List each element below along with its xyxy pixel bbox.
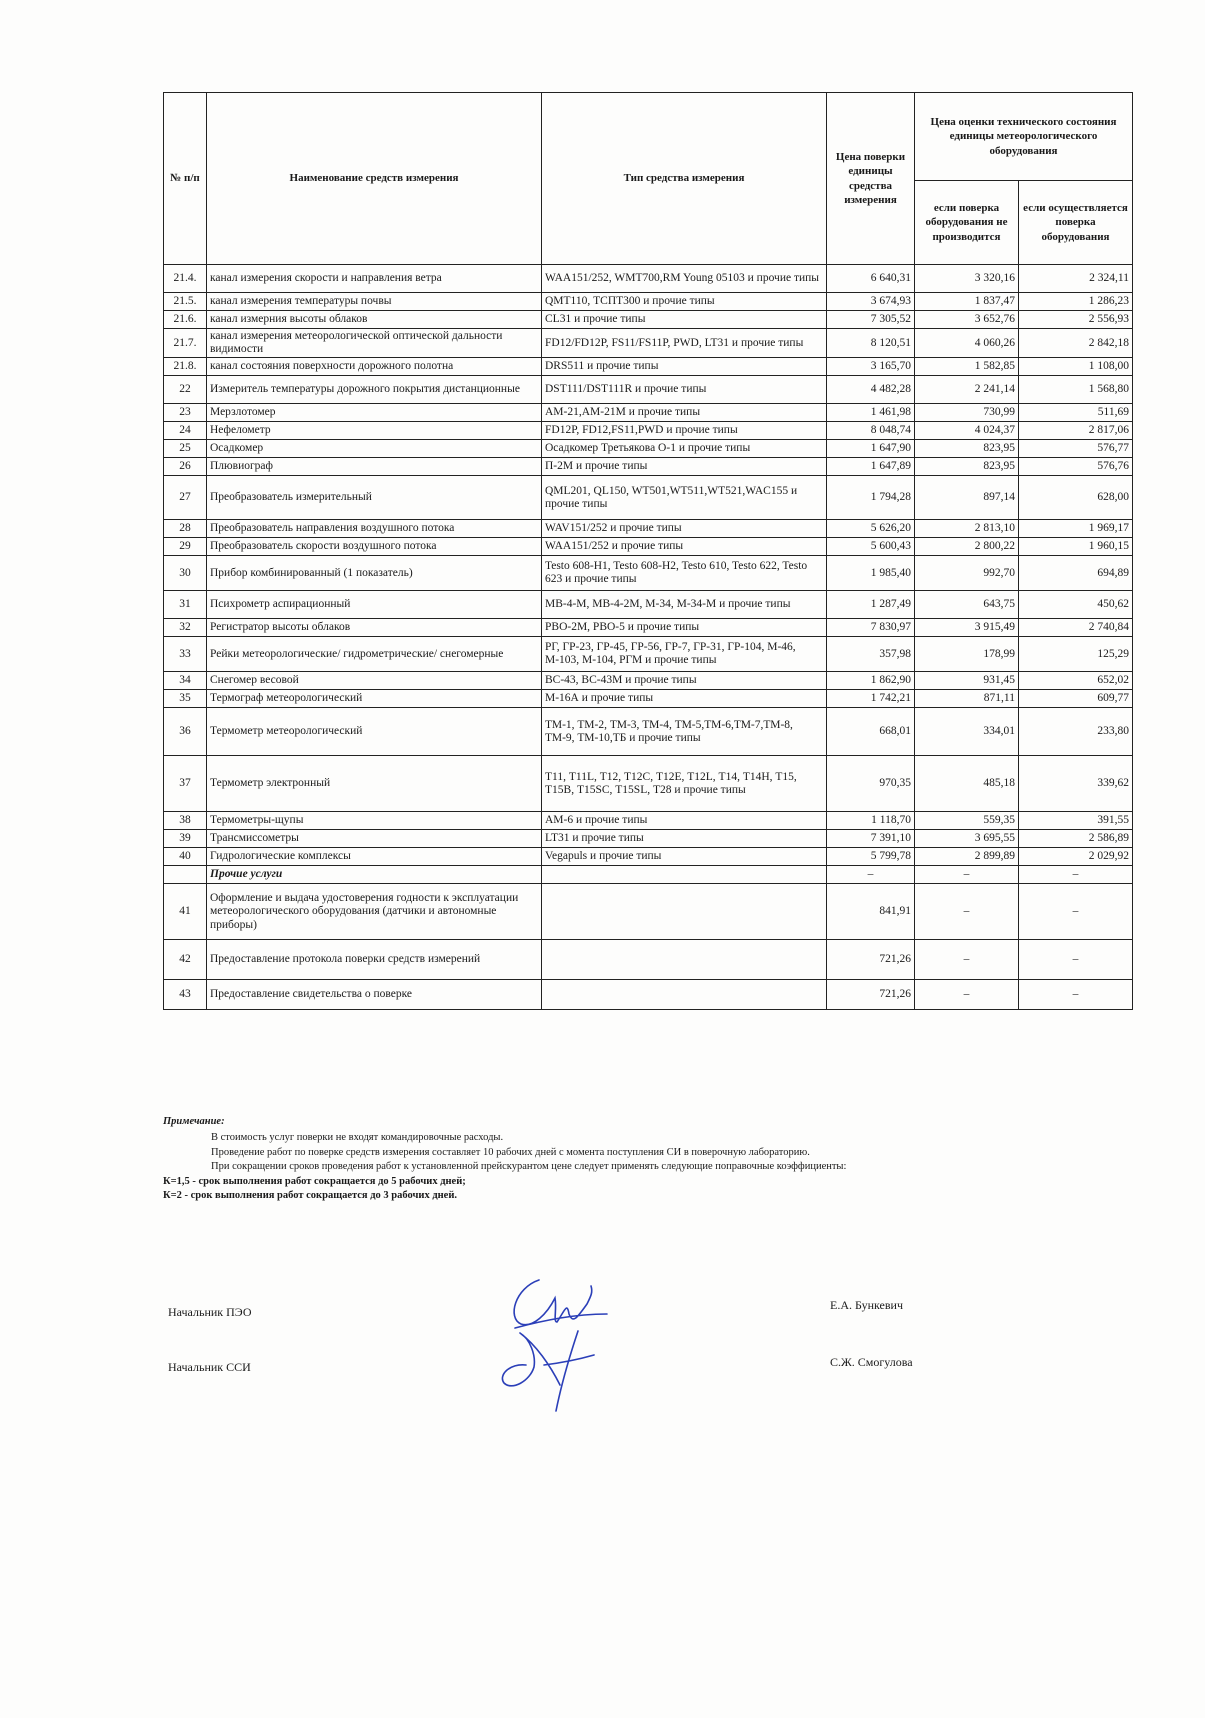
row-assessment-no-verification: 334,01 xyxy=(915,708,1019,756)
row-assessment-no-verification: 2 241,14 xyxy=(915,376,1019,404)
row-assessment-no-verification: 897,14 xyxy=(915,476,1019,520)
row-price: 5 600,43 xyxy=(827,538,915,556)
row-type: ВС-43, ВС-43М и прочие типы xyxy=(542,672,827,690)
row-assessment-with-verification: 391,55 xyxy=(1019,812,1133,830)
row-assessment-no-verification: 2 813,10 xyxy=(915,520,1019,538)
row-name: Преобразователь измерительный xyxy=(207,476,542,520)
table-row xyxy=(164,690,1133,708)
row-name: Плювиограф xyxy=(207,458,542,476)
row-type: П-2М и прочие типы xyxy=(542,458,827,476)
note-line: Проведение работ по поверке средств измерения составляет 10 рабочих дней с момента поступления СИ в поверочную лабораторию. xyxy=(211,1146,810,1158)
row-name: Преобразователь скорости воздушного потока xyxy=(207,538,542,556)
table-row xyxy=(164,458,1133,476)
row-assessment-no-verification: 3 915,49 xyxy=(915,619,1019,637)
row-number: 21.4. xyxy=(164,265,207,293)
row-name: Нефелометр xyxy=(207,422,542,440)
row-price: 1 287,49 xyxy=(827,591,915,619)
row-price: 841,91 xyxy=(827,884,915,940)
row-name: Предоставление свидетельства о поверке xyxy=(207,980,542,1010)
header-num: № п/п xyxy=(164,93,207,265)
row-assessment-with-verification: 1 286,23 xyxy=(1019,293,1133,311)
signatory-title-2: Начальник ССИ xyxy=(168,1360,251,1374)
row-price: 1 647,90 xyxy=(827,440,915,458)
table-row xyxy=(164,538,1133,556)
row-price: 721,26 xyxy=(827,940,915,980)
price-table xyxy=(163,92,1133,1010)
row-type: АМ-21,АМ-21М и прочие типы xyxy=(542,404,827,422)
row-number: 27 xyxy=(164,476,207,520)
row-assessment-no-verification: 823,95 xyxy=(915,458,1019,476)
table-row xyxy=(164,940,1133,980)
signatory-name-1: Е.А. Бункевич xyxy=(830,1298,903,1312)
row-name: Трансмиссометры xyxy=(207,830,542,848)
row-assessment-with-verification: 1 108,00 xyxy=(1019,358,1133,376)
row-assessment-no-verification: 3 652,76 xyxy=(915,311,1019,329)
row-type: FD12P, FD12,FS11,PWD и прочие типы xyxy=(542,422,827,440)
row-type: DST111/DST111R и прочие типы xyxy=(542,376,827,404)
table-row xyxy=(164,404,1133,422)
row-number: 29 xyxy=(164,538,207,556)
row-type: Т11, Т11L, Т12, Т12С, Т12Е, Т12L, Т14, Т14Н, Т15, Т15В, Т15SC, Т15SL, Т28 и прочие типы xyxy=(542,756,827,812)
table-row xyxy=(164,830,1133,848)
row-assessment-no-verification: 1 582,85 xyxy=(915,358,1019,376)
row-assessment-with-verification: 450,62 xyxy=(1019,591,1133,619)
header-assessment-with-verification: если осуществляется поверка оборудования xyxy=(1019,181,1133,265)
row-price: 1 461,98 xyxy=(827,404,915,422)
row-assessment-no-verification: 2 800,22 xyxy=(915,538,1019,556)
row-assessment-with-verification: 652,02 xyxy=(1019,672,1133,690)
row-price: 4 482,28 xyxy=(827,376,915,404)
table-row xyxy=(164,265,1133,293)
row-name: Психрометр аспирационный xyxy=(207,591,542,619)
row-assessment-with-verification: 2 556,93 xyxy=(1019,311,1133,329)
section-row xyxy=(164,866,1133,884)
row-number xyxy=(164,866,207,884)
row-assessment-no-verification: 559,35 xyxy=(915,812,1019,830)
row-number: 43 xyxy=(164,980,207,1010)
table-row xyxy=(164,422,1133,440)
row-assessment-no-verification: 823,95 xyxy=(915,440,1019,458)
row-name: Измеритель температуры дорожного покрытия дистанционные xyxy=(207,376,542,404)
row-type xyxy=(542,884,827,940)
row-name: Термометр метеорологический xyxy=(207,708,542,756)
row-price: 721,26 xyxy=(827,980,915,1010)
row-name: канал измерния высоты облаков xyxy=(207,311,542,329)
row-assessment-no-verification: 1 837,47 xyxy=(915,293,1019,311)
header-price: Цена поверки единицы средства измерения xyxy=(827,93,915,265)
row-assessment-with-verification: 339,62 xyxy=(1019,756,1133,812)
row-price: 5 626,20 xyxy=(827,520,915,538)
row-number: 28 xyxy=(164,520,207,538)
row-price: 3 165,70 xyxy=(827,358,915,376)
table-row xyxy=(164,884,1133,940)
table-row xyxy=(164,756,1133,812)
table-row xyxy=(164,672,1133,690)
row-assessment-no-verification: 485,18 xyxy=(915,756,1019,812)
row-assessment-with-verification: 125,29 xyxy=(1019,637,1133,672)
row-number: 33 xyxy=(164,637,207,672)
row-number: 21.8. xyxy=(164,358,207,376)
row-assessment-with-verification: 2 586,89 xyxy=(1019,830,1133,848)
row-type: QMT110, ТСПТ300 и прочие типы xyxy=(542,293,827,311)
row-number: 32 xyxy=(164,619,207,637)
row-assessment-with-verification: 609,77 xyxy=(1019,690,1133,708)
table-row xyxy=(164,376,1133,404)
row-number: 36 xyxy=(164,708,207,756)
row-type: Осадкомер Третьякова О-1 и прочие типы xyxy=(542,440,827,458)
note-line: В стоимость услуг поверки не входят командировочные расходы. xyxy=(211,1132,504,1144)
row-assessment-no-verification: 871,11 xyxy=(915,690,1019,708)
header-assessment: Цена оценки технического состояния единицы метеорологического оборудования xyxy=(915,93,1133,181)
row-assessment-no-verification: 992,70 xyxy=(915,556,1019,591)
row-price: 8 048,74 xyxy=(827,422,915,440)
row-assessment-no-verification: 931,45 xyxy=(915,672,1019,690)
row-assessment-with-verification: 2 740,84 xyxy=(1019,619,1133,637)
row-assessment-no-verification: 4 024,37 xyxy=(915,422,1019,440)
row-price: 6 640,31 xyxy=(827,265,915,293)
row-assessment-no-verification: 730,99 xyxy=(915,404,1019,422)
row-name: Рейки метеорологические/ гидрометрические/ снегомерные xyxy=(207,637,542,672)
row-assessment-with-verification: 2 324,11 xyxy=(1019,265,1133,293)
row-assessment-no-verification: 4 060,26 xyxy=(915,329,1019,358)
row-assessment-with-verification: 1 969,17 xyxy=(1019,520,1133,538)
coefficient-line: К=2 - срок выполнения работ сокращается до 3 рабочих дней. xyxy=(163,1190,458,1202)
table-row xyxy=(164,556,1133,591)
table-row xyxy=(164,440,1133,458)
row-type: DRS511 и прочие типы xyxy=(542,358,827,376)
row-assessment-no-verification: – xyxy=(915,980,1019,1010)
row-name: Термограф метеорологический xyxy=(207,690,542,708)
row-assessment-with-verification: 576,77 xyxy=(1019,440,1133,458)
row-number: 37 xyxy=(164,756,207,812)
table-row xyxy=(164,358,1133,376)
row-number: 22 xyxy=(164,376,207,404)
row-name: Прочие услуги xyxy=(207,866,542,884)
row-assessment-no-verification: – xyxy=(915,866,1019,884)
signatory-title-1: Начальник ПЭО xyxy=(168,1305,252,1319)
signatory-name-2: С.Ж. Смогулова xyxy=(830,1355,913,1369)
coefficient-line: К=1,5 - срок выполнения работ сокращается до 5 рабочих дней; xyxy=(163,1175,466,1187)
row-price: 7 305,52 xyxy=(827,311,915,329)
row-name: канал измерения скорости и направления ветра xyxy=(207,265,542,293)
row-number: 24 xyxy=(164,422,207,440)
row-name: Преобразователь направления воздушного потока xyxy=(207,520,542,538)
row-type: Testo 608-H1, Testo 608-H2, Testo 610, Testo 622, Testo 623 и прочие типы xyxy=(542,556,827,591)
row-number: 38 xyxy=(164,812,207,830)
row-assessment-with-verification: 1 568,80 xyxy=(1019,376,1133,404)
table-row xyxy=(164,476,1133,520)
row-assessment-with-verification: 628,00 xyxy=(1019,476,1133,520)
row-type: FD12/FD12P, FS11/FS11P, PWD, LT31 и прочие типы xyxy=(542,329,827,358)
row-type: АМ-6 и прочие типы xyxy=(542,812,827,830)
table-row xyxy=(164,848,1133,866)
table-row xyxy=(164,637,1133,672)
table-row xyxy=(164,708,1133,756)
row-assessment-with-verification: – xyxy=(1019,884,1133,940)
row-assessment-with-verification: 233,80 xyxy=(1019,708,1133,756)
row-type xyxy=(542,866,827,884)
row-assessment-with-verification: 2 029,92 xyxy=(1019,848,1133,866)
row-number: 42 xyxy=(164,940,207,980)
row-name: Осадкомер xyxy=(207,440,542,458)
row-type: QML201, QL150, WT501,WT511,WT521,WAC155 и прочие типы xyxy=(542,476,827,520)
price-table-body xyxy=(164,265,1133,1010)
row-price: – xyxy=(827,866,915,884)
header-type: Тип средства измерения xyxy=(542,93,827,265)
row-type: ТМ-1, ТМ-2, ТМ-3, ТМ-4, ТМ-5,ТМ-6,ТМ-7,ТМ-8, ТМ-9, ТМ-10,ТБ и прочие типы xyxy=(542,708,827,756)
row-number: 21.7. xyxy=(164,329,207,358)
row-type: М-16А и прочие типы xyxy=(542,690,827,708)
table-row xyxy=(164,520,1133,538)
row-name: канал измерения температуры почвы xyxy=(207,293,542,311)
row-name: Оформление и выдача удостоверения годности к эксплуатации метеорологического оборудования (датчики и автономные приборы) xyxy=(207,884,542,940)
row-assessment-with-verification: 2 842,18 xyxy=(1019,329,1133,358)
row-assessment-no-verification: 3 695,55 xyxy=(915,830,1019,848)
row-price: 357,98 xyxy=(827,637,915,672)
row-price: 1 742,21 xyxy=(827,690,915,708)
row-number: 23 xyxy=(164,404,207,422)
row-assessment-no-verification: 178,99 xyxy=(915,637,1019,672)
notes-block xyxy=(163,1115,923,1204)
row-name: Прибор комбинированный (1 показатель) xyxy=(207,556,542,591)
row-number: 21.5. xyxy=(164,293,207,311)
row-price: 1 647,89 xyxy=(827,458,915,476)
row-price: 5 799,78 xyxy=(827,848,915,866)
row-price: 7 830,97 xyxy=(827,619,915,637)
row-assessment-no-verification: 643,75 xyxy=(915,591,1019,619)
row-assessment-with-verification: 1 960,15 xyxy=(1019,538,1133,556)
row-number: 26 xyxy=(164,458,207,476)
row-price: 1 794,28 xyxy=(827,476,915,520)
row-price: 3 674,93 xyxy=(827,293,915,311)
row-name: Снегомер весовой xyxy=(207,672,542,690)
row-assessment-no-verification: 2 899,89 xyxy=(915,848,1019,866)
row-assessment-with-verification: 694,89 xyxy=(1019,556,1133,591)
table-row xyxy=(164,329,1133,358)
row-name: Гидрологические комплексы xyxy=(207,848,542,866)
row-name: Мерзлотомер xyxy=(207,404,542,422)
row-price: 1 118,70 xyxy=(827,812,915,830)
row-assessment-with-verification: 576,76 xyxy=(1019,458,1133,476)
table-row xyxy=(164,980,1133,1010)
row-number: 21.6. xyxy=(164,311,207,329)
row-number: 34 xyxy=(164,672,207,690)
table-row xyxy=(164,812,1133,830)
row-type: РГ, ГР-23, ГР-45, ГР-56, ГР-7, ГР-31, ГР-104, М-46, М-103, М-104, РГМ и прочие типы xyxy=(542,637,827,672)
row-type: WAA151/252, WMT700,RM Young 05103 и прочие типы xyxy=(542,265,827,293)
row-price: 970,35 xyxy=(827,756,915,812)
header-assessment-no-verification: если поверка оборудования не производится xyxy=(915,181,1019,265)
table-row xyxy=(164,293,1133,311)
row-name: Предоставление протокола поверки средств измерений xyxy=(207,940,542,980)
row-type: CL31 и прочие типы xyxy=(542,311,827,329)
signature-2-image xyxy=(490,1325,610,1415)
row-assessment-with-verification: 511,69 xyxy=(1019,404,1133,422)
header-name: Наименование средств измерения xyxy=(207,93,542,265)
row-type: Vegapuls и прочие типы xyxy=(542,848,827,866)
row-assessment-with-verification: – xyxy=(1019,980,1133,1010)
row-assessment-with-verification: – xyxy=(1019,940,1133,980)
row-number: 41 xyxy=(164,884,207,940)
row-number: 30 xyxy=(164,556,207,591)
table-row xyxy=(164,619,1133,637)
row-assessment-with-verification: 2 817,06 xyxy=(1019,422,1133,440)
note-line: При сокращении сроков проведения работ к установленной прейскурантом цене следует применять следующие поправочные коэффициенты: xyxy=(211,1161,847,1173)
row-number: 39 xyxy=(164,830,207,848)
row-type xyxy=(542,980,827,1010)
notes-heading: Примечание: xyxy=(163,1116,225,1127)
row-assessment-no-verification: – xyxy=(915,940,1019,980)
row-assessment-with-verification: – xyxy=(1019,866,1133,884)
row-number: 25 xyxy=(164,440,207,458)
row-price: 668,01 xyxy=(827,708,915,756)
row-number: 35 xyxy=(164,690,207,708)
row-price: 1 862,90 xyxy=(827,672,915,690)
table-row xyxy=(164,591,1133,619)
row-name: канал состояния поверхности дорожного полотна xyxy=(207,358,542,376)
row-type xyxy=(542,940,827,980)
row-number: 31 xyxy=(164,591,207,619)
row-name: Термометры-щупы xyxy=(207,812,542,830)
row-assessment-no-verification: – xyxy=(915,884,1019,940)
row-type: РВО-2М, РВО-5 и прочие типы xyxy=(542,619,827,637)
row-price: 1 985,40 xyxy=(827,556,915,591)
row-name: Термометр электронный xyxy=(207,756,542,812)
row-assessment-no-verification: 3 320,16 xyxy=(915,265,1019,293)
table-row xyxy=(164,311,1133,329)
row-price: 7 391,10 xyxy=(827,830,915,848)
row-type: LT31 и прочие типы xyxy=(542,830,827,848)
row-type: МВ-4-М, МВ-4-2М, М-34, М-34-М и прочие типы xyxy=(542,591,827,619)
row-name: канал измерения метеорологической оптической дальности видимости xyxy=(207,329,542,358)
row-number: 40 xyxy=(164,848,207,866)
row-type: WAV151/252 и прочие типы xyxy=(542,520,827,538)
row-price: 8 120,51 xyxy=(827,329,915,358)
row-type: WAA151/252 и прочие типы xyxy=(542,538,827,556)
row-name: Регистратор высоты облаков xyxy=(207,619,542,637)
